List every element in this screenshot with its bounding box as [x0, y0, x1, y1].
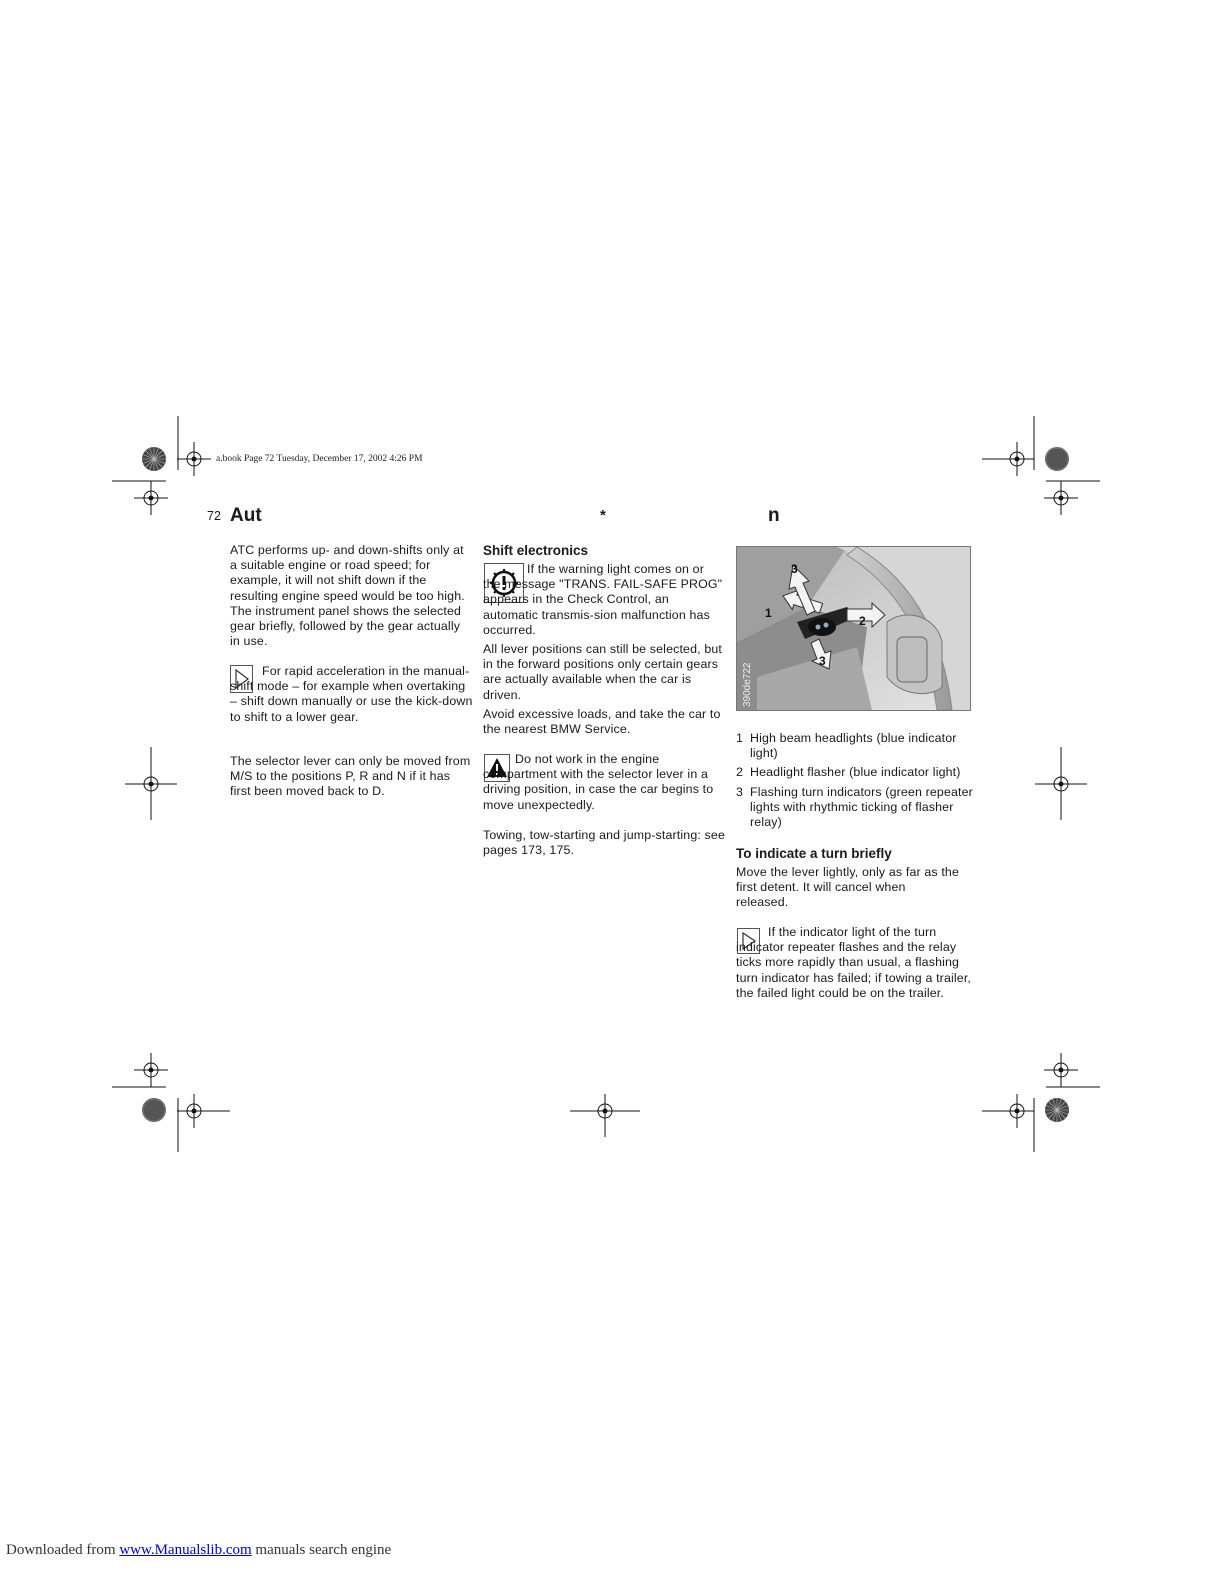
caution-text: Do not work in the engine compartment with the selector lever in a driving position, in case the car begins to move unexpectedly. — [483, 752, 714, 812]
page-title-end: n — [768, 505, 780, 526]
atc-paragraph: ATC performs up- and down-shifts only at a suitable engine or road speed; for example, it will not shift down if the resulting engine speed would be too high. The instrument panel shows the selected gear briefly, followed by the gear actually in use. — [230, 543, 465, 649]
indicate-turn-paragraph: Move the lever lightly, only as far as the first detent. It will cancel when released. — [736, 865, 960, 910]
selector-paragraph: The selector lever can only be moved from M/S to the positions P, R and N if it has first been moved back to D. — [230, 754, 471, 799]
steering-column-illustration — [737, 547, 970, 710]
note-block — [230, 664, 473, 725]
legend-item-2: 2 Headlight flasher (blue indicator light) — [736, 765, 961, 780]
selector-paragraph-block — [230, 754, 473, 800]
manualslib-link[interactable]: www.Manualslib.com — [119, 1542, 252, 1558]
towing-paragraph: Towing, tow-starting and jump-starting: see pages 173, 175. — [483, 828, 725, 858]
shift-electronics-heading: Shift electronics — [483, 543, 589, 558]
note-text: For rapid acceleration in the manual-shift mode – for example when overtaking – shift down manually or use the kick-down to shift to a lower gear. — [230, 664, 473, 724]
indicate-turn-block — [736, 865, 961, 911]
figure-code: 390de722 — [742, 662, 753, 707]
warning-light-text: If the warning light comes on or the message "TRANS. FAIL-SAFE PROG" appears in the Check Control, an automatic transmis-sion malfunction has occurred. — [483, 562, 723, 637]
print-imprint: a.book Page 72 Tuesday, December 17, 2002 4:26 PM — [216, 454, 423, 464]
turn-signal-lever-figure — [736, 546, 971, 711]
page-number: 72 — [207, 509, 221, 523]
callout-3-bottom: 3 — [819, 654, 826, 668]
callout-3-top: 3 — [791, 562, 798, 576]
footer-prefix: Downloaded from — [6, 1542, 120, 1558]
callout-1: 1 — [765, 606, 772, 620]
avoid-loads-paragraph: Avoid excessive loads, and take the car to the nearest BMW Service. — [483, 706, 721, 737]
caution-block — [483, 752, 725, 813]
footer-suffix: manuals search engine — [251, 1542, 392, 1558]
indicator-note-block — [736, 925, 981, 1001]
legend-item-1: 1 High beam headlights (blue indicator light) — [736, 731, 957, 761]
lever-positions-block — [483, 642, 725, 737]
lever-positions-paragraph: All lever positions can still be selected, but in the forward positions only certain gears are actually available when the car is driven. — [483, 642, 723, 702]
legend-item-3: 3 Flashing turn indicators (green repeater lights with rhythmic ticking of flasher relay) — [736, 784, 973, 830]
column-left — [230, 543, 473, 649]
callout-legend — [736, 731, 981, 830]
page-title-star: * — [600, 507, 606, 524]
indicator-note-text: If the indicator light of the turn indicator repeater flashes and the relay ticks more rapidly than usual, a flashing turn indicator has failed; if towing a trailer, the failed light could be on the trailer. — [736, 925, 972, 1000]
indicate-turn-heading: To indicate a turn briefly — [736, 846, 892, 861]
callout-2: 2 — [859, 614, 866, 628]
page-title: Aut — [230, 505, 262, 526]
towing-block — [483, 828, 725, 858]
warning-light-block — [483, 562, 725, 638]
download-footer — [6, 1542, 391, 1559]
